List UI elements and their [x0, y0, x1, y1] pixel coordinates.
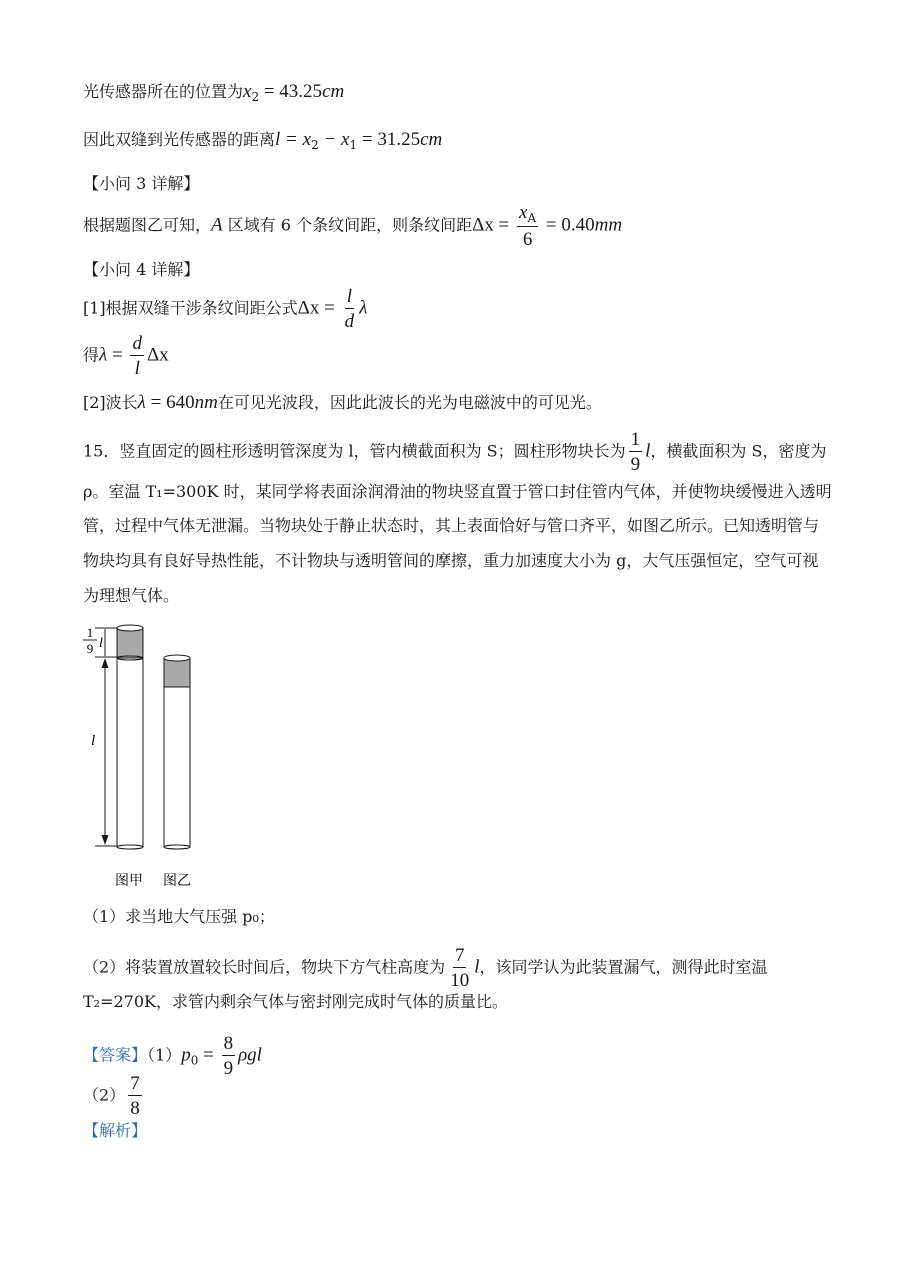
frac-num: l	[346, 286, 352, 307]
text: 15．竖直固定的圆柱形透明管深度为 l，管内横截面积为 S；圆柱形物块长为	[83, 441, 626, 461]
text: 在可见光波段，因此此波长的光为电磁波中的可见光。	[217, 393, 602, 412]
fraction	[130, 334, 144, 378]
tube-a	[117, 625, 143, 849]
math-dx: Δx	[472, 214, 494, 236]
text: ，该同学认为此装置漏气，测得此时室温	[479, 957, 768, 977]
line-sensor-position	[83, 82, 344, 103]
math-value: = 43.25	[259, 81, 323, 102]
line-interference-formula	[83, 287, 367, 331]
math-unit: cm	[322, 81, 345, 102]
problem-15-line-3: 管，过程中气体无泄漏。当物块处于静止状态时，其上表面恰好与管口齐平，如图乙所示。已知透明管与	[83, 516, 820, 535]
math-dx: Δx	[297, 297, 320, 319]
math-unit: cm	[420, 129, 443, 150]
frac-den: 6	[522, 229, 533, 250]
math-value: = 0.40	[541, 214, 595, 236]
frac-den: 9	[630, 454, 641, 475]
text: 光传感器所在的位置为	[83, 82, 244, 101]
frac-den: 9	[223, 1058, 234, 1079]
fraction	[629, 430, 643, 474]
text: （1）	[147, 1045, 182, 1065]
text: （2）将装置放置较长时间后，物块下方气柱高度为	[83, 957, 446, 977]
figure-side-l: l	[91, 733, 96, 749]
line-wavelength	[83, 393, 602, 412]
math-lambda: λ	[137, 392, 146, 413]
tube-b-block	[164, 658, 190, 687]
text: [2]波长	[83, 393, 138, 412]
problem-15-line-5: 为理想气体。	[83, 586, 180, 605]
fraction	[128, 1074, 142, 1118]
tube-b	[164, 655, 190, 849]
math-sub: 2	[311, 138, 319, 152]
caption-figure-a: 图甲	[115, 873, 143, 889]
text: 根据题图乙可知，	[83, 215, 212, 235]
problem-15-line-1	[83, 430, 826, 474]
frac-den: d	[344, 311, 355, 332]
math-eq: =	[493, 214, 515, 236]
question-2-line-2: T₂=270K，求管内剩余气体与密封刚完成时气体的质量比。	[83, 992, 508, 1011]
arrow-up	[102, 658, 109, 668]
math-region: A	[211, 214, 223, 236]
math-rhs: ρgl	[238, 1044, 262, 1066]
math-dx: Δx	[146, 344, 169, 366]
figure-top-num: 1	[86, 625, 94, 640]
math-eq: = 640	[145, 392, 195, 413]
frac-den: 8	[130, 1098, 140, 1119]
tube-a-body	[117, 657, 143, 847]
line-lambda-result	[83, 334, 169, 378]
heading-question-3: 【小问 3 详解】	[83, 174, 200, 193]
fraction	[343, 287, 357, 331]
text: 得	[83, 345, 100, 365]
math-minus: − x	[318, 129, 350, 150]
frac-num: d	[132, 333, 142, 354]
fraction	[448, 946, 471, 990]
analysis-tag: 【解析】	[83, 1121, 148, 1140]
frac-den: 10	[450, 970, 470, 991]
line-fringe-spacing	[83, 203, 622, 249]
text: ，横截面积为 S，密度为	[650, 441, 827, 461]
math-unit: mm	[594, 214, 623, 236]
answer-1	[83, 1034, 262, 1078]
question-2-line-1	[83, 946, 767, 990]
math-sub: 1	[349, 138, 358, 152]
math-sub: 0	[190, 1053, 199, 1068]
math-lambda: λ	[99, 344, 108, 366]
tube-b-base	[164, 845, 190, 849]
answer-tag: 【答案】	[83, 1045, 148, 1065]
math-value: = 31.25	[357, 129, 421, 150]
frac-num-sub: A	[527, 211, 537, 225]
tube-b-block-top	[164, 655, 190, 661]
text: 因此双缝到光传感器的距离	[83, 130, 276, 149]
figure-top-l: l	[99, 636, 103, 651]
frac-num: 8	[223, 1033, 234, 1054]
frac-num: 1	[630, 429, 641, 450]
answer-2	[83, 1074, 145, 1118]
problem-15-line-2: ρ。室温 T₁=300K 时，某同学将表面涂润滑油的物块竖直置于管口封住管内气体，并使物块缓慢进入透明	[83, 482, 832, 501]
heading-question-4: 【小问 4 详解】	[83, 260, 200, 279]
text: 区域有 6 个条纹间距，则条纹间距	[222, 215, 473, 235]
frac-den: l	[134, 358, 140, 379]
tube-a-block-top	[117, 625, 143, 631]
text: [1]根据双缝干涉条纹间距公式	[83, 298, 298, 318]
fraction	[222, 1034, 236, 1078]
question-1: （1）求当地大气压强 p₀；	[83, 907, 275, 926]
line-slit-distance	[83, 130, 442, 151]
frac-num: x	[519, 202, 528, 223]
math-eq: =	[319, 297, 340, 319]
arrow-down	[102, 835, 109, 845]
math-unit: nm	[194, 392, 218, 413]
tube-a-block	[117, 628, 143, 658]
math-l: l = x	[275, 129, 312, 150]
figure-top-den: 9	[86, 641, 94, 656]
frac-num: 7	[130, 1073, 140, 1094]
math-x: x	[243, 81, 252, 102]
math-l: l	[474, 956, 480, 978]
caption-figure-b: 图乙	[163, 873, 191, 889]
math-lambda: λ	[359, 297, 368, 319]
fraction	[517, 203, 538, 249]
problem-15-line-4: 物块均具有良好导热性能，不计物块与透明管间的摩擦，重力加速度大小为 g，大气压强恒定，空气可视	[83, 551, 819, 570]
math-p: p	[181, 1044, 191, 1066]
tube-a-base	[117, 845, 143, 849]
math-l: l	[645, 440, 651, 462]
math-sub: 2	[251, 90, 260, 104]
tube-figure	[80, 622, 300, 897]
math-eq: =	[107, 344, 128, 366]
math-eq: =	[198, 1044, 219, 1066]
text: （2）	[83, 1085, 126, 1105]
frac-num: 7	[454, 945, 465, 966]
